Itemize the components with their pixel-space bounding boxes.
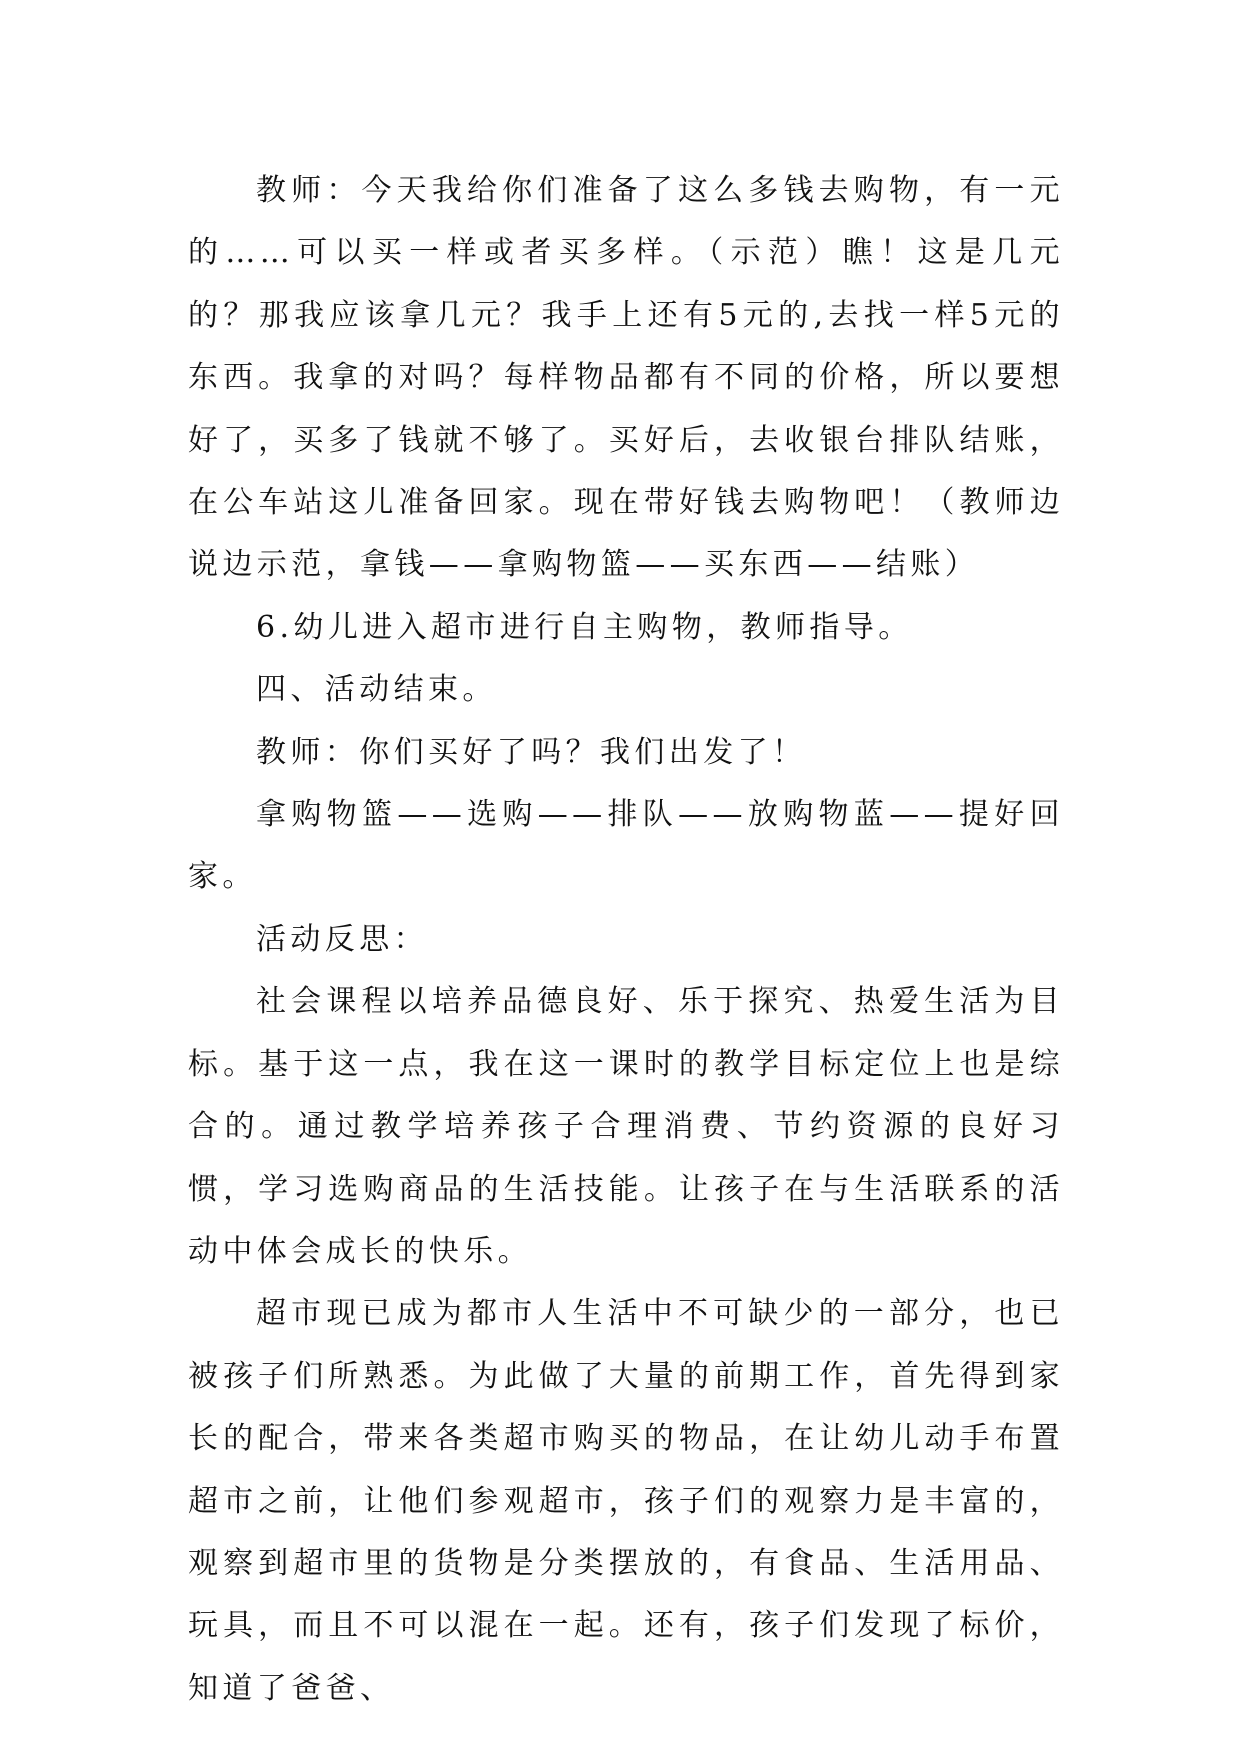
paragraph-step-6: 6.幼儿进入超市进行自主购物，教师指导。 bbox=[256, 609, 913, 645]
paragraph-reflection-goals: 社会课程以培养品德良好、乐于探究、热爱生活为目标。基于这一点，我在这一课时的教学目标定位上也是综合的。通过教学培养孩子合理消费、节约资源的良好习惯，学习选购商品的生活技能。让孩子在与生活联系的活动中体会成长的快乐。 bbox=[188, 984, 1064, 1269]
paragraph-shopping-sequence: 拿购物篮——选购——排队——放购物蓝——提好回家。 bbox=[188, 797, 1064, 895]
document-body bbox=[188, 160, 1064, 1720]
section-heading-activity-end: 四、活动结束。 bbox=[256, 672, 497, 708]
paragraph-teacher-departure: 教师：你们买好了吗？我们出发了！ bbox=[256, 734, 807, 770]
section-heading-reflection: 活动反思： bbox=[256, 921, 428, 957]
paragraph-teacher-shopping-instructions: 教师：今天我给你们准备了这么多钱去购物，有一元的……可以买一样或者买多样。（示范）瞧！这是几元的？那我应该拿几元？我手上还有5元的,去找一样5元的东西。我拿的对吗？每样物品都有不同的价格，所以要想好了，买多了钱就不够了。买好后，去收银台排队结账，在公车站这儿准备回家。现在带好钱去购物吧！（教师边说边示范，拿钱——拿购物篮——买东西——结账） bbox=[188, 173, 1064, 583]
paragraph-reflection-supermarket: 超市现已成为都市人生活中不可缺少的一部分，也已被孩子们所熟悉。为此做了大量的前期工作，首先得到家长的配合，带来各类超市购买的物品，在让幼儿动手布置超市之前，让他们参观超市，孩子们的观察力是丰富的，观察到超市里的货物是分类摆放的，有食品、生活用品、玩具，而且不可以混在一起。还有，孩子们发现了标价，知道了爸爸、 bbox=[188, 1296, 1064, 1706]
